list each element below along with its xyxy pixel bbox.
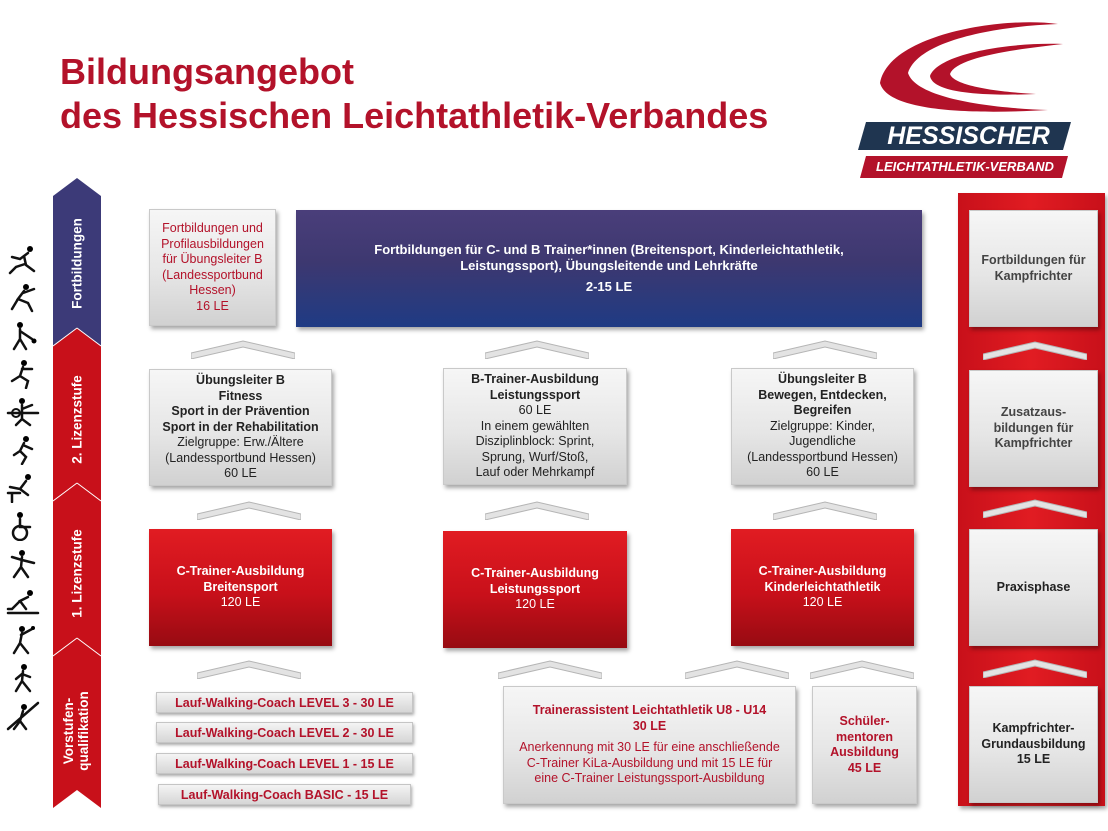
box-profilausbildungen-ul-b	[149, 209, 276, 326]
jumper-icon	[6, 359, 40, 389]
box-text-line: Sport in der Prävention	[171, 404, 310, 419]
javelin-thrower-icon	[6, 701, 40, 731]
box-c-trainer-kinderleichtathletik	[731, 529, 914, 646]
sidebar-label-vorstufen	[61, 671, 93, 791]
box-text-line: C-Trainer-Ausbildung	[758, 564, 887, 579]
box-text-line: Leistungssport	[489, 581, 581, 596]
box-text-line: Lauf oder Mehrkampf	[475, 465, 595, 480]
box-text-line: Ausbildung	[830, 745, 899, 759]
chevron-up-icon	[983, 498, 1087, 518]
box-text-line: Profilausbildungen	[161, 236, 264, 251]
race-walker-icon	[6, 663, 40, 693]
box-text-line: Zielgruppe: Erw./Ältere	[177, 435, 304, 450]
box-text-line: 45 LE	[847, 760, 882, 775]
hurdler-2-icon	[6, 473, 40, 503]
box-text-line: Leistungssport), Übungsleitende und Lehrkräfte	[460, 258, 758, 273]
box-text-line: Übungsleiter B	[196, 373, 285, 388]
box-text-line: Fortbildungen und	[162, 221, 263, 235]
box-ul-b-kinder	[731, 368, 914, 485]
box-text-line: Praxisphase	[996, 579, 1071, 594]
box-le: 120 LE	[802, 595, 843, 610]
box-text-line: Übungsleiter B	[778, 372, 867, 387]
box-schuelermentoren	[812, 686, 917, 804]
box-text-line: 60 LE	[806, 465, 839, 480]
box-c-trainer-leistungssport	[443, 531, 627, 648]
box-text-line: B-Trainer-Ausbildung	[471, 372, 599, 387]
chevron-up-icon	[485, 500, 589, 520]
chevron-up-icon	[983, 658, 1087, 678]
box-text-line: 16 LE	[196, 298, 229, 313]
box-kampfrichter-fortbildungen	[969, 210, 1098, 327]
box-c-trainer-breitensport	[149, 529, 332, 646]
chevron-up-icon	[197, 659, 301, 679]
runner-icon	[6, 435, 40, 465]
chevron-up-icon	[685, 659, 789, 679]
box-text-line: Leistungssport	[489, 387, 581, 402]
box-text-line: Breitensport	[203, 579, 278, 594]
box-text-line: Bewegen, Entdecken,	[758, 387, 887, 402]
box-kampfrichter-zusatzausbildungen	[969, 370, 1098, 487]
box-text-line: In einem gewählten	[480, 418, 590, 433]
thrower-icon	[6, 283, 40, 313]
long-jumper-icon	[6, 587, 40, 617]
box-text-line: (Landessportbund Hessen)	[165, 450, 316, 465]
box-trainerassistent	[503, 686, 796, 804]
box-text-line: Schüler-	[839, 714, 890, 728]
chevron-up-icon	[983, 340, 1087, 360]
box-le: 120 LE	[515, 597, 555, 612]
wheelchair-athlete-icon	[6, 511, 40, 541]
box-kampfrichter-grundausbildung	[969, 686, 1098, 803]
logo-bottom-word: LEICHTATHLETIK-VERBAND	[876, 159, 1054, 174]
box-text-line: (Landessportbund	[162, 267, 263, 282]
athlete-icon-column	[6, 245, 46, 739]
box-text-line: Fitness	[218, 388, 263, 403]
box-praxisphase	[969, 529, 1098, 646]
box-text-line: C-Trainer KiLa-Ausbildung und mit 15 LE für	[526, 755, 773, 770]
page-title	[60, 50, 768, 138]
title-line-2: des Hessischen Leichtathletik-Verbandes	[60, 95, 769, 136]
box-text-line: Kampfrichter	[994, 268, 1073, 283]
hlv-logo	[858, 18, 1078, 180]
box-text-line: Hessen)	[189, 283, 236, 297]
box-text-line: Disziplinblock: Sprint,	[475, 434, 595, 449]
box-b-trainer-leistungssport	[443, 368, 627, 485]
box-text-line: (Landessportbund Hessen)	[747, 449, 898, 464]
box-text-line: Sprung, Wurf/Stoß,	[481, 449, 589, 464]
chevron-up-icon	[197, 500, 301, 520]
chevron-up-icon	[773, 339, 877, 359]
discus-thrower-icon	[6, 549, 40, 579]
logo-swoosh-icon	[858, 18, 1078, 180]
sidebar-label-lizenzstufe-1: 1. Lizenzstufe	[69, 529, 85, 618]
box-text-line: Trainerassistent Leichtathletik U8 - U14	[532, 703, 767, 718]
box-text-line: Jugendliche	[789, 434, 856, 449]
box-text-line: bildungen für	[993, 420, 1074, 435]
box-text-line: Fortbildungen für C- und B Trainer*innen (Breitensport, Kinderleichtathletik,	[374, 242, 844, 257]
chevron-up-icon	[773, 500, 877, 520]
box-text-line: Zielgruppe: Kinder,	[770, 418, 875, 433]
box-text-line: C-Trainer-Ausbildung	[471, 566, 599, 581]
sprinter-icon	[6, 245, 40, 275]
box-text-line: Begreifen	[793, 403, 852, 418]
box-le: 120 LE	[220, 595, 261, 610]
sidebar-label-vorstufen-line1: Vorstufen-	[61, 697, 76, 765]
box-text-line: C-Trainer-Ausbildung	[176, 564, 305, 579]
hammer-thrower-icon	[6, 321, 40, 351]
box-text-line: Zusatzaus-	[1000, 405, 1067, 420]
chevron-up-icon	[498, 659, 602, 679]
box-le: 2-15 LE	[585, 279, 633, 294]
box-le: 30 LE	[632, 718, 667, 733]
chevron-up-icon	[810, 659, 914, 679]
sidebar-label-fortbildungen: Fortbildungen	[69, 218, 85, 309]
lwc-level-1: Lauf-Walking-Coach LEVEL 1 - 15 LE	[156, 753, 413, 774]
box-text-line: 60 LE	[518, 403, 552, 418]
sidebar-label-lizenzstufe-2: 2. Lizenzstufe	[69, 375, 85, 464]
box-fortbildungen-c-b-trainer	[296, 210, 922, 327]
lwc-level-3: Lauf-Walking-Coach LEVEL 3 - 30 LE	[156, 692, 413, 713]
box-text-line: Kampfrichter-	[992, 721, 1075, 736]
box-text-line: für Übungsleiter B	[162, 252, 263, 266]
box-text-line: Grundausbildung	[981, 736, 1086, 751]
box-text-line: 60 LE	[224, 466, 257, 481]
box-text-line: Kampfrichter	[994, 436, 1073, 451]
box-text-line: Kinderleichtathletik	[764, 579, 881, 594]
title-line-1: Bildungsangebot	[60, 51, 354, 92]
box-ul-b-fitness	[149, 369, 332, 486]
hurdler-icon	[6, 397, 40, 427]
chevron-up-icon	[191, 339, 295, 359]
box-text-line: 15 LE	[1016, 752, 1051, 767]
box-text-line: Anerkennung mit 30 LE für eine anschließende	[519, 740, 780, 755]
box-text-line: Fortbildungen für	[981, 253, 1086, 267]
sidebar-label-vorstufen-line2: qualifikation	[76, 691, 91, 771]
box-text-line: Sport in der Rehabilitation	[162, 419, 319, 434]
lwc-basic: Lauf-Walking-Coach BASIC - 15 LE	[158, 784, 411, 805]
chevron-up-icon	[485, 339, 589, 359]
lwc-level-2: Lauf-Walking-Coach LEVEL 2 - 30 LE	[156, 722, 413, 743]
level-sidebar	[53, 178, 102, 818]
shot-putter-icon	[6, 625, 40, 655]
logo-top-word: HESSISCHER	[887, 122, 1050, 150]
box-text-line: eine C-Trainer Leistungssport-Ausbildung	[534, 771, 765, 786]
box-text-line: mentoren	[836, 729, 893, 744]
